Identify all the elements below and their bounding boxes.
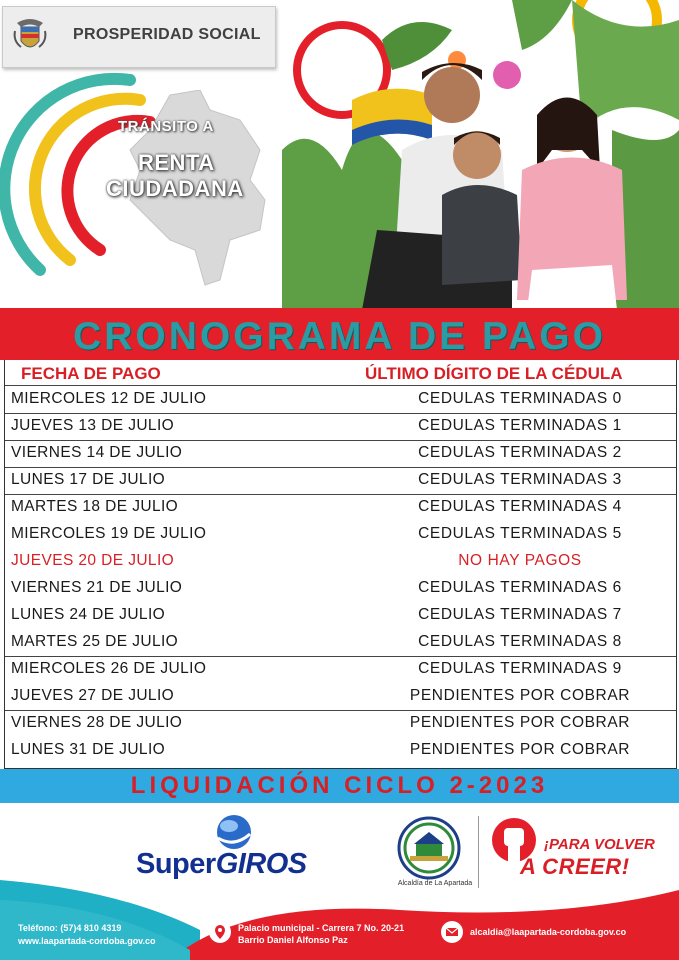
footer-phone: Teléfono: (57)4 810 4319 <box>18 923 122 933</box>
table-row <box>5 710 676 737</box>
row-date: LUNES 24 DE JULIO <box>11 606 166 623</box>
row-value: PENDIENTES POR COBRAR <box>409 741 631 758</box>
table-row-holiday <box>5 548 676 575</box>
table-row <box>5 440 676 468</box>
alcaldia-label: Alcaldía de La Apartada <box>397 880 473 887</box>
org-name: PROSPERIDAD SOCIAL <box>73 26 261 43</box>
footer-contact <box>18 922 156 948</box>
table-row <box>5 575 676 602</box>
row-value: NO HAY PAGOS <box>458 552 582 569</box>
table-row <box>5 602 676 629</box>
payment-schedule-table <box>4 360 677 769</box>
table-row <box>5 737 676 764</box>
row-date: JUEVES 20 DE JULIO <box>11 552 175 569</box>
transition-tagline: TRÁNSITO A <box>118 118 214 135</box>
program-title-line2: CIUDADANA <box>106 176 244 201</box>
row-value: CEDULAS TERMINADAS 6 <box>418 579 622 596</box>
supergiros-logo <box>136 848 307 881</box>
table-row <box>5 656 676 683</box>
row-value: PENDIENTES POR COBRAR <box>409 687 631 704</box>
table-row <box>5 683 676 711</box>
row-value: CEDULAS TERMINADAS 1 <box>418 417 622 434</box>
program-title-line1: RENTA <box>138 150 215 175</box>
table-row <box>5 629 676 657</box>
row-date: LUNES 31 DE JULIO <box>11 741 166 758</box>
row-date: JUEVES 27 DE JULIO <box>11 687 175 704</box>
email-icon <box>440 920 464 944</box>
family-photo <box>282 0 679 310</box>
row-date: MIERCOLES 19 DE JULIO <box>11 525 207 542</box>
row-date: LUNES 17 DE JULIO <box>11 471 166 488</box>
liquidation-band <box>0 769 679 803</box>
location-pin-icon <box>208 920 232 944</box>
page-title: CRONOGRAMA DE PAGO <box>73 315 606 358</box>
row-value: PENDIENTES POR COBRAR <box>409 714 631 731</box>
row-date: MARTES 18 DE JULIO <box>11 498 179 515</box>
footer-background <box>0 880 679 960</box>
row-date: VIERNES 14 DE JULIO <box>11 444 183 461</box>
coat-of-arms-icon <box>11 17 49 57</box>
supergiros-globe-icon <box>214 812 254 852</box>
footer-address <box>238 922 404 946</box>
row-date: MARTES 25 DE JULIO <box>11 633 179 650</box>
row-date: MIERCOLES 12 DE JULIO <box>11 390 207 407</box>
liquidation-title: LIQUIDACIÓN CICLO 2-2023 <box>130 772 549 799</box>
row-value: CEDULAS TERMINADAS 0 <box>418 390 622 407</box>
footer-address-line2: Barrio Daniel Alfonso Paz <box>238 935 348 945</box>
row-value: CEDULAS TERMINADAS 9 <box>418 660 622 677</box>
row-value: CEDULAS TERMINADAS 7 <box>418 606 622 623</box>
slogan-line1: ¡PARA VOLVER <box>544 836 655 853</box>
supergiros-logo-a: Super <box>136 848 216 880</box>
row-value: CEDULAS TERMINADAS 5 <box>418 525 622 542</box>
footer-website[interactable]: www.laapartada-cordoba.gov.co <box>18 936 156 946</box>
prosperidad-social-logo <box>2 6 276 68</box>
title-band <box>0 308 679 360</box>
table-row <box>5 386 676 414</box>
row-date: VIERNES 28 DE JULIO <box>11 714 183 731</box>
logo-divider <box>478 816 479 888</box>
column-header-date: FECHA DE PAGO <box>21 364 161 383</box>
supergiros-logo-b: GIROS <box>215 848 307 880</box>
table-row <box>5 467 676 495</box>
footer-email[interactable]: alcaldia@laapartada-cordoba.gov.co <box>470 927 627 937</box>
table-row <box>5 494 676 521</box>
table-row <box>5 413 676 441</box>
row-date: MIERCOLES 26 DE JULIO <box>11 660 207 677</box>
alcaldia-crest-icon <box>396 816 462 880</box>
row-value: CEDULAS TERMINADAS 4 <box>418 498 622 515</box>
row-value: CEDULAS TERMINADAS 2 <box>418 444 622 461</box>
row-value: CEDULAS TERMINADAS 3 <box>418 471 622 488</box>
row-date: VIERNES 21 DE JULIO <box>11 579 183 596</box>
row-date: JUEVES 13 DE JULIO <box>11 417 175 434</box>
hero-banner <box>0 0 679 310</box>
row-value: CEDULAS TERMINADAS 8 <box>418 633 622 650</box>
table-row <box>5 521 676 548</box>
footer-address-line1: Palacio municipal - Carrera 7 No. 20-21 <box>238 923 405 933</box>
column-header-digit: ÚLTIMO DÍGITO DE LA CÉDULA <box>365 364 623 383</box>
slogan-line2: A CREER! <box>520 854 630 879</box>
